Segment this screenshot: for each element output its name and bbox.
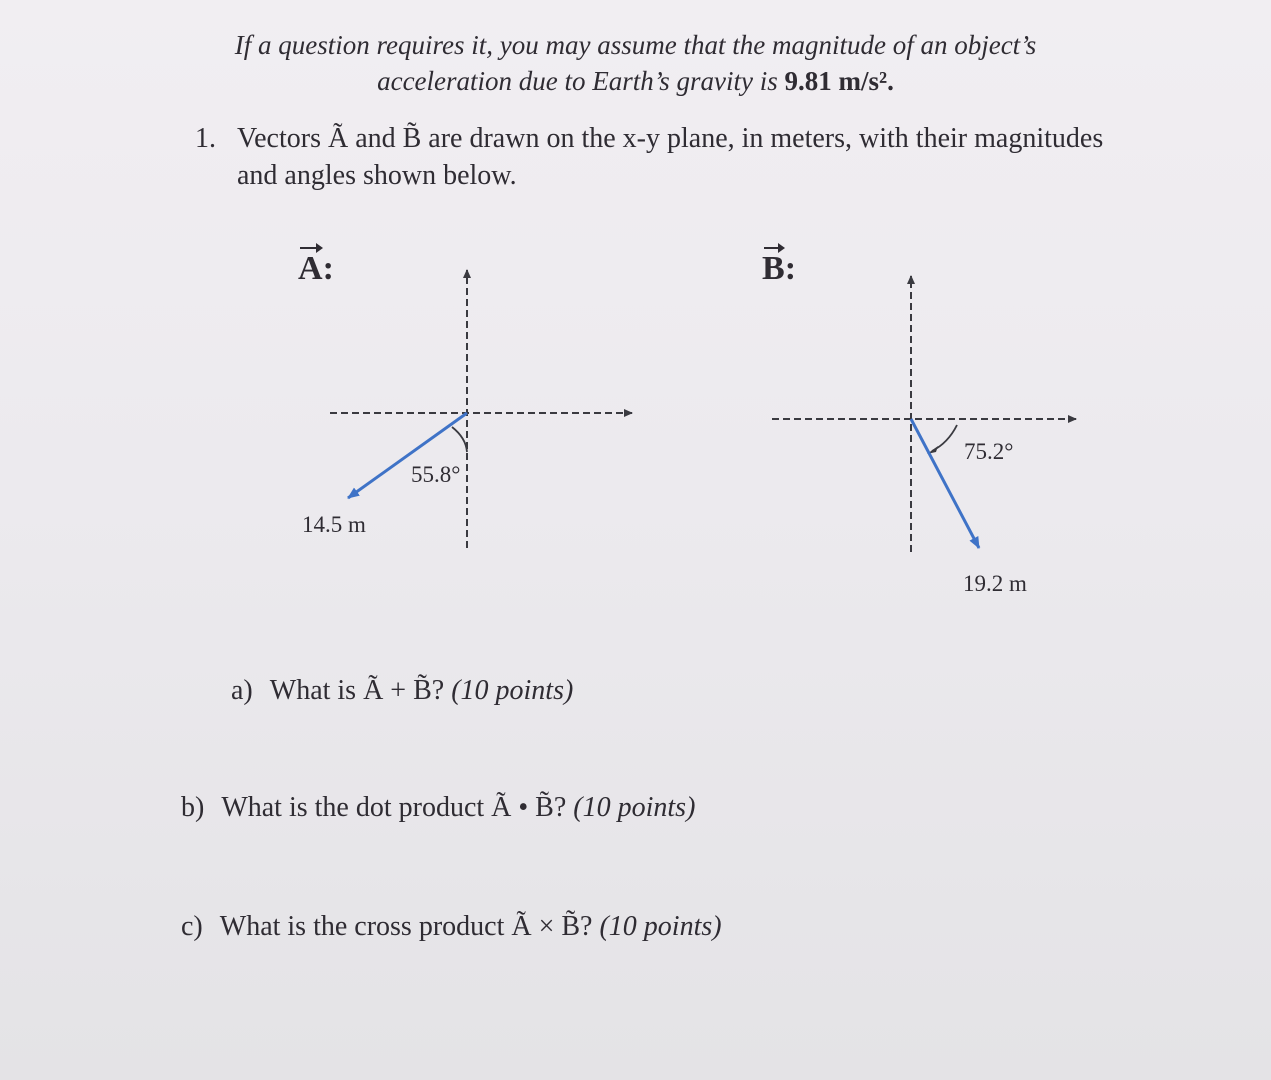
part-b-text: What is the dot product Ã • B̃? bbox=[221, 792, 567, 823]
part-b-points: (10 points) bbox=[573, 792, 696, 823]
question-text-line-1: Vectors Ã and B̃ are drawn on the x-y plane, in meters, with their magnitudes bbox=[237, 123, 1104, 154]
vector-a-angle-label: 55.8° bbox=[411, 462, 461, 487]
vector-a-symbol: A bbox=[298, 250, 323, 287]
vector-b-colon: : bbox=[784, 250, 797, 287]
part-b-letter: b) bbox=[181, 792, 205, 823]
gravity-value: 9.81 m/s². bbox=[784, 66, 894, 96]
part-b bbox=[181, 792, 695, 824]
part-a-letter: a) bbox=[231, 675, 253, 706]
vector-b-magnitude-label: 19.2 m bbox=[963, 571, 1027, 596]
diagram-b-angle-arc bbox=[932, 425, 957, 451]
part-a-text: What is Ã + B̃? bbox=[269, 675, 445, 706]
diagram-a bbox=[330, 270, 632, 548]
vector-a-colon: : bbox=[322, 250, 334, 287]
part-c-points: (10 points) bbox=[599, 911, 722, 942]
diagram-a-angle-arc bbox=[452, 427, 467, 452]
vector-a-magnitude-label: 14.5 m bbox=[302, 512, 366, 537]
part-c bbox=[181, 911, 722, 943]
part-a bbox=[231, 675, 573, 707]
intro-line-1: If a question requires it, you may assume that the magnitude of an object’s bbox=[234, 30, 1037, 60]
part-c-letter: c) bbox=[181, 911, 203, 942]
vector-b-angle-label: 75.2° bbox=[964, 439, 1014, 464]
diagram-b bbox=[772, 276, 1076, 552]
part-c-text: What is the cross product Ã × B̃? bbox=[219, 911, 593, 942]
question-1-line-2: and angles shown below. bbox=[237, 160, 517, 191]
part-a-points: (10 points) bbox=[451, 675, 574, 706]
question-number: 1. bbox=[195, 123, 216, 154]
vector-b-symbol: B bbox=[762, 250, 785, 287]
intro-line-2-text: acceleration due to Earth’s gravity is bbox=[377, 66, 778, 96]
